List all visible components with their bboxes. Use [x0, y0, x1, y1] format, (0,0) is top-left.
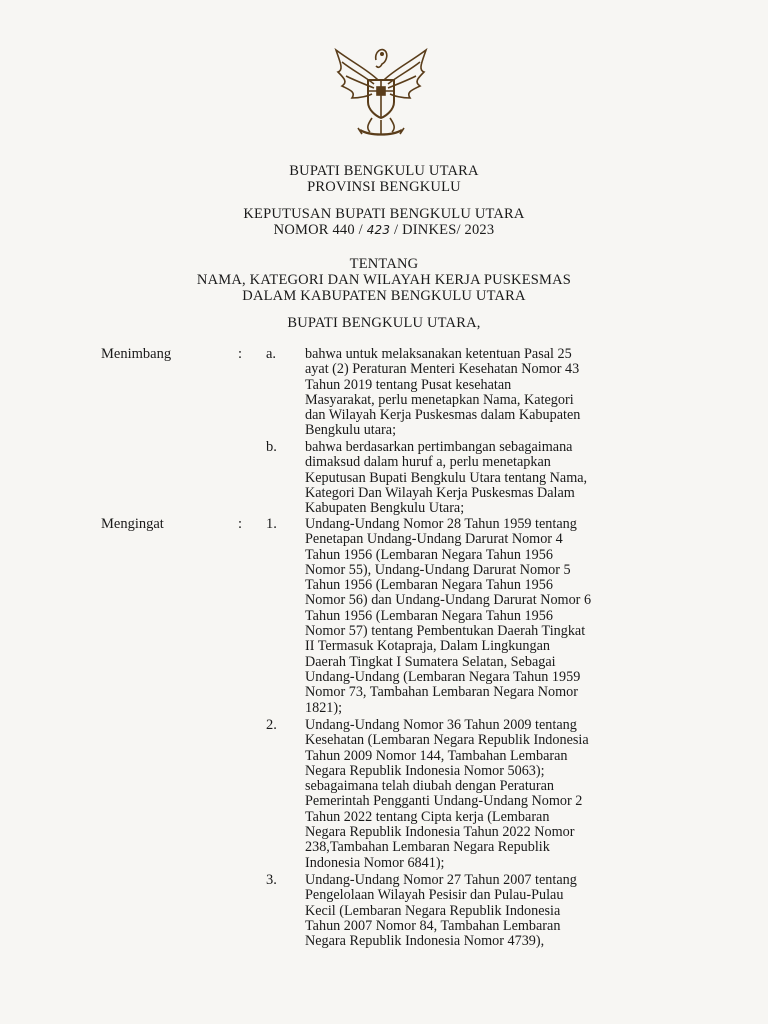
decree-header — [0, 206, 768, 238]
text-line: Masyarakat, perlu menetapkan Nama, Kategori — [305, 391, 574, 408]
text-line: Daerah Tingkat I Sumatera Selatan, Sebagai — [305, 653, 556, 670]
text-line: Nomor 56) dan Undang-Undang Darurat Nomor 6 — [305, 592, 592, 609]
mengingat-marker-2: 2. — [266, 717, 277, 733]
mengingat-colon: : — [238, 516, 243, 532]
menimbang-item-a — [305, 347, 674, 439]
mengingat-item-3 — [305, 873, 674, 949]
text-line: Pengelolaan Wilayah Pesisir dan Pulau-Pulau — [305, 887, 564, 904]
text-line: Penetapan Undang-Undang Darurat Nomor 4 — [305, 531, 563, 548]
text-line: Nomor 73, Tambahan Lembaran Negara Nomor — [305, 684, 578, 701]
decree-number-suffix: / DINKES/ 2023 — [394, 222, 495, 238]
text-line: Bengkulu utara; — [305, 422, 397, 439]
text-line: Undang-Undang (Lembaran Negara Tahun 1959 — [305, 668, 581, 685]
text-line: Nomor 55), Undang-Undang Darurat Nomor 5 — [305, 561, 571, 578]
subject-line-1: NAMA, KATEGORI DAN WILAYAH KERJA PUSKESMAS — [196, 272, 572, 288]
mengingat-item-2 — [305, 718, 674, 871]
mengingat-marker-3: 3. — [266, 872, 277, 888]
about-label: TENTANG — [349, 256, 419, 272]
text-line: 1821); — [305, 699, 343, 716]
text-line: bahwa berdasarkan pertimbangan sebagaimana — [305, 439, 573, 455]
issuer-name: BUPATI BENGKULU UTARA, — [287, 315, 481, 331]
text-line: Kecil (Lembaran Negara Republik Indonesia — [305, 902, 561, 919]
mengingat-label: Mengingat — [101, 516, 164, 532]
text-line: Tahun 2022 tentang Cipta kerja (Lembaran — [305, 808, 550, 825]
text-line: dimaksud dalam huruf a, perlu menetapkan — [305, 454, 551, 471]
menimbang-marker-a: a. — [266, 346, 277, 362]
text-line: Negara Republik Indonesia Tahun 2022 Nomor — [305, 824, 575, 841]
text-line: II Termasuk Kotapraja, Dalam Lingkungan — [305, 638, 550, 655]
header-line-1: BUPATI BENGKULU UTARA — [289, 163, 479, 179]
header-line-2: PROVINSI BENGKULU — [307, 179, 461, 195]
text-line: Tahun 1956 (Lembaran Negara Tahun 1956 — [305, 577, 553, 594]
decree-number-handwritten: 423 — [366, 223, 391, 237]
decree-number-prefix: NOMOR 440 / — [273, 222, 363, 238]
text-line: Keputusan Bupati Bengkulu Utara tentang Nama, — [305, 469, 588, 486]
menimbang-colon: : — [238, 346, 243, 362]
text-line: Undang-Undang Nomor 27 Tahun 2007 tentang — [305, 872, 577, 888]
text-line: 238,Tambahan Lembaran Negara Republik — [305, 839, 550, 856]
text-line: Negara Republik Indonesia Nomor 5063); — [305, 762, 545, 779]
text-line: bahwa untuk melaksanakan ketentuan Pasal 25 — [305, 346, 572, 362]
text-line: Nomor 57) tentang Pembentukan Daerah Tingkat — [305, 623, 586, 640]
garuda-emblem-icon — [330, 40, 432, 140]
text-line: dan Wilayah Kerja Puskesmas dalam Kabupaten — [305, 407, 581, 424]
text-line: Tahun 1956 (Lembaran Negara Tahun 1956 — [305, 546, 553, 563]
menimbang-marker-b: b. — [266, 439, 277, 455]
subject-line-2: DALAM KABUPATEN BENGKULU UTARA — [242, 288, 526, 304]
text-line: Tahun 2009 Nomor 144, Tambahan Lembaran — [305, 747, 568, 764]
text-line: Pemerintah Pengganti Undang-Undang Nomor 2 — [305, 793, 583, 810]
mengingat-item-1 — [305, 517, 674, 716]
decree-number — [0, 222, 768, 238]
issuer-header — [0, 163, 768, 195]
mengingat-marker-1: 1. — [266, 516, 277, 532]
decree-title: KEPUTUSAN BUPATI BENGKULU UTARA — [243, 206, 525, 222]
text-line: Tahun 2007 Nomor 84, Tambahan Lembaran — [305, 917, 561, 934]
text-line: Kategori Dan Wilayah Kerja Puskesmas Dalam — [305, 484, 575, 501]
subject-header — [0, 256, 768, 304]
text-line: Undang-Undang Nomor 28 Tahun 1959 tentang — [305, 516, 577, 532]
text-line: ayat (2) Peraturan Menteri Kesehatan Nomor 43 — [305, 361, 580, 378]
text-line: Tahun 1956 (Lembaran Negara Tahun 1956 — [305, 607, 553, 624]
text-line: Tahun 2019 tentang Pusat kesehatan — [305, 376, 512, 393]
text-line: sebagaimana telah diubah dengan Peraturan — [305, 778, 554, 795]
menimbang-label: Menimbang — [101, 346, 172, 362]
text-line: Kesehatan (Lembaran Negara Republik Indonesia — [305, 732, 589, 749]
text-line: Negara Republik Indonesia Nomor 4739), — [305, 933, 545, 950]
text-line: Undang-Undang Nomor 36 Tahun 2009 tentang — [305, 717, 577, 733]
text-line: Kabupaten Bengkulu Utara; — [305, 500, 465, 517]
text-line: Indonesia Nomor 6841); — [305, 854, 445, 871]
issuer-signoff — [0, 315, 768, 331]
menimbang-item-b — [305, 440, 674, 516]
